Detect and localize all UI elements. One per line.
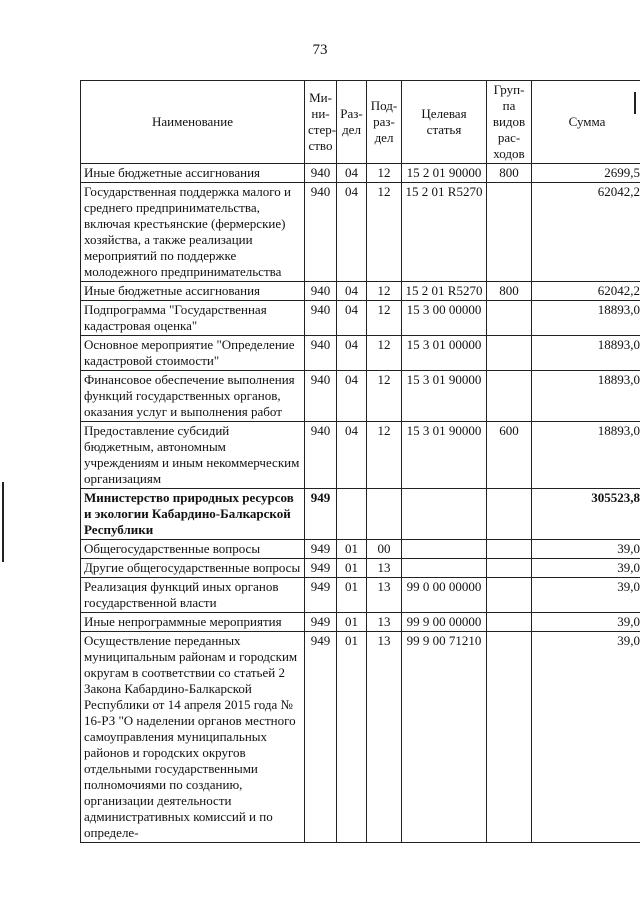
cell-section: 01 — [337, 632, 367, 843]
cell-expense-group — [487, 613, 532, 632]
cell-section: 01 — [337, 540, 367, 559]
cell-section: 04 — [337, 301, 367, 336]
cell-subsection: 12 — [367, 371, 402, 422]
header-expense-group: Груп- па видов рас- ходов — [487, 81, 532, 164]
header-amount: Сумма — [532, 81, 640, 164]
cell-amount: 62042,2 — [532, 183, 640, 282]
cell-subsection: 00 — [367, 540, 402, 559]
table-body — [81, 164, 640, 843]
cell-name: Государственная поддержка малого и среднего предпринимательства, включая крестьянские (фермерские) хозяйства, а также реализации мероприятий по поддержке молодежного предпринимательства — [81, 183, 305, 282]
header-target: Целевая статья — [402, 81, 487, 164]
table-row — [81, 301, 640, 336]
table-row — [81, 336, 640, 371]
cell-section: 01 — [337, 559, 367, 578]
cell-subsection: 13 — [367, 578, 402, 613]
cell-ministry: 940 — [305, 183, 337, 282]
cell-target — [402, 559, 487, 578]
cell-ministry: 940 — [305, 301, 337, 336]
table-row — [81, 613, 640, 632]
cell-expense-group — [487, 301, 532, 336]
cell-expense-group: 800 — [487, 282, 532, 301]
table-row — [81, 489, 640, 540]
cell-ministry: 949 — [305, 578, 337, 613]
cell-subsection: 12 — [367, 336, 402, 371]
cell-target: 15 2 01 R5270 — [402, 183, 487, 282]
cell-name: Подпрограмма "Государственная кадастровая оценка" — [81, 301, 305, 336]
cell-target: 15 3 01 90000 — [402, 422, 487, 489]
cell-subsection: 13 — [367, 613, 402, 632]
cell-subsection — [367, 489, 402, 540]
cell-target: 99 0 00 00000 — [402, 578, 487, 613]
cell-ministry: 940 — [305, 422, 337, 489]
cell-subsection: 13 — [367, 559, 402, 578]
cell-expense-group — [487, 489, 532, 540]
cell-ministry: 949 — [305, 489, 337, 540]
cell-subsection: 12 — [367, 282, 402, 301]
cell-expense-group — [487, 371, 532, 422]
cell-amount: 18893,0 — [532, 371, 640, 422]
header-subsection: Под- раз- дел — [367, 81, 402, 164]
cell-amount: 18893,0 — [532, 301, 640, 336]
table-row — [81, 371, 640, 422]
cell-subsection: 12 — [367, 183, 402, 282]
cell-section — [337, 489, 367, 540]
table-row — [81, 183, 640, 282]
cell-target: 15 2 01 90000 — [402, 164, 487, 183]
margin-mark-left — [2, 482, 4, 562]
table-row — [81, 632, 640, 843]
cell-name: Реализация функций иных органов государственной власти — [81, 578, 305, 613]
table-header-row — [81, 81, 640, 164]
cell-target: 99 9 00 71210 — [402, 632, 487, 843]
cell-expense-group — [487, 336, 532, 371]
cell-name: Общегосударственные вопросы — [81, 540, 305, 559]
cell-name: Иные непрограммные мероприятия — [81, 613, 305, 632]
cell-section: 04 — [337, 371, 367, 422]
cell-expense-group: 600 — [487, 422, 532, 489]
budget-table-wrapper — [80, 80, 640, 843]
cell-amount: 39,0 — [532, 613, 640, 632]
cell-ministry: 940 — [305, 336, 337, 371]
cell-section: 04 — [337, 422, 367, 489]
cell-expense-group — [487, 578, 532, 613]
table-row — [81, 540, 640, 559]
header-name: Наименование — [81, 81, 305, 164]
cell-target: 99 9 00 00000 — [402, 613, 487, 632]
cell-target: 15 3 01 90000 — [402, 371, 487, 422]
cell-name: Министерство природных ресурсов и экологии Кабардино-Балкарской Республики — [81, 489, 305, 540]
cell-name: Основное мероприятие "Определение кадастровой стоимости" — [81, 336, 305, 371]
cell-section: 04 — [337, 336, 367, 371]
page-number: 73 — [312, 42, 328, 58]
cell-subsection: 12 — [367, 301, 402, 336]
cell-amount: 39,0 — [532, 632, 640, 843]
cell-ministry: 949 — [305, 613, 337, 632]
cell-amount: 62042,2 — [532, 282, 640, 301]
budget-table — [80, 80, 640, 843]
cell-ministry: 949 — [305, 540, 337, 559]
cell-name: Финансовое обеспечение выполнения функций государственных органов, оказания услуг и выполнения работ — [81, 371, 305, 422]
cell-name: Иные бюджетные ассигнования — [81, 282, 305, 301]
cell-name: Предоставление субсидий бюджетным, автономным учреждениям и иным некоммерческим организациям — [81, 422, 305, 489]
table-row — [81, 422, 640, 489]
cell-name: Другие общегосударственные вопросы — [81, 559, 305, 578]
table-row — [81, 282, 640, 301]
cell-subsection: 13 — [367, 632, 402, 843]
cell-section: 04 — [337, 183, 367, 282]
cell-name: Осуществление переданных муниципальным районам и городским округам в соответствии со статьей 2 Закона Кабардино-Балкарской Республики от 14 апреля 2015 года № 16-РЗ "О наделении органов местного самоуправления муниципальных районов и городских округов отдельными государственными полномочиями по созданию, организации деятельности административных комиссий и по определе- — [81, 632, 305, 843]
table-row — [81, 578, 640, 613]
cell-ministry: 949 — [305, 559, 337, 578]
cell-ministry: 940 — [305, 282, 337, 301]
cell-expense-group — [487, 183, 532, 282]
cell-ministry: 940 — [305, 371, 337, 422]
cell-amount: 39,0 — [532, 578, 640, 613]
cell-section: 01 — [337, 613, 367, 632]
cell-ministry: 949 — [305, 632, 337, 843]
cell-amount: 18893,0 — [532, 422, 640, 489]
cell-section: 04 — [337, 282, 367, 301]
cell-expense-group — [487, 632, 532, 843]
cell-subsection: 12 — [367, 164, 402, 183]
cell-target: 15 3 00 00000 — [402, 301, 487, 336]
cell-expense-group — [487, 559, 532, 578]
cell-section: 04 — [337, 164, 367, 183]
header-section: Раз- дел — [337, 81, 367, 164]
header-ministry: Ми- ни- стер- ство — [305, 81, 337, 164]
cell-amount: 18893,0 — [532, 336, 640, 371]
cell-target — [402, 540, 487, 559]
cell-ministry: 940 — [305, 164, 337, 183]
cell-target: 15 3 01 00000 — [402, 336, 487, 371]
cell-amount: 39,0 — [532, 559, 640, 578]
cell-expense-group: 800 — [487, 164, 532, 183]
cell-target — [402, 489, 487, 540]
cell-amount: 305523,8 — [532, 489, 640, 540]
cell-subsection: 12 — [367, 422, 402, 489]
cell-section: 01 — [337, 578, 367, 613]
table-row — [81, 559, 640, 578]
cell-target: 15 2 01 R5270 — [402, 282, 487, 301]
cell-name: Иные бюджетные ассигнования — [81, 164, 305, 183]
cell-expense-group — [487, 540, 532, 559]
cell-amount: 39,0 — [532, 540, 640, 559]
cell-amount: 2699,5 — [532, 164, 640, 183]
table-row — [81, 164, 640, 183]
